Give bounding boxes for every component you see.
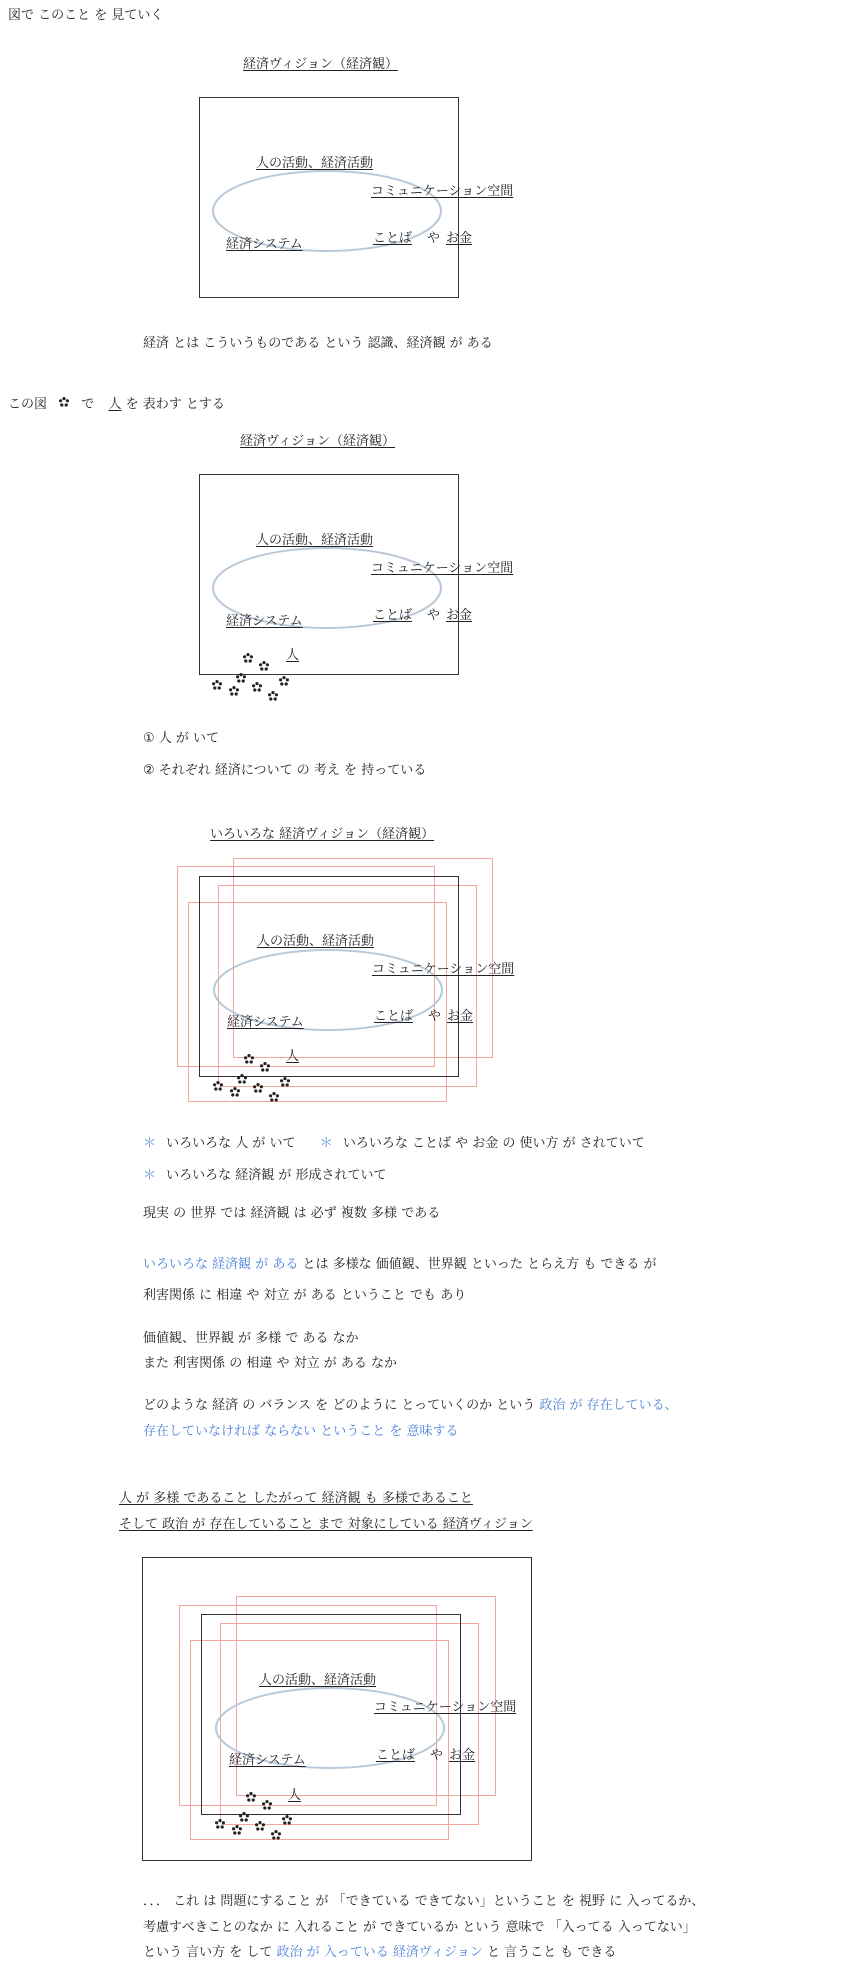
point-1: ① 人 が いて bbox=[143, 731, 220, 746]
label-words: ことば bbox=[373, 231, 413, 246]
paragraph-1-line-2: 利害関係 に 相違 や 対立 が ある ということ でも あり bbox=[143, 1288, 467, 1303]
bullet-various-words: いろいろな ことば や お金 の 使い方 が されていて bbox=[342, 1136, 645, 1151]
paragraph-3-line-2: 存在していなければ ならない ということ を 意味する bbox=[143, 1424, 459, 1439]
label-system: 経済システム bbox=[226, 614, 303, 629]
label-money: お金 bbox=[447, 1009, 474, 1024]
label-communication: コミュニケーション空間 bbox=[371, 561, 514, 576]
label-activity: 人の活動、経済活動 bbox=[256, 156, 374, 171]
paragraph-1-rest: とは 多様な 価値観、世界観 といった とらえ方 も できる が bbox=[298, 1257, 657, 1272]
label-person: 人 bbox=[288, 1788, 302, 1803]
highlight-politics-vision: 政治 が 入っている 経済ヴィジョン bbox=[276, 1945, 483, 1960]
paragraph-3-text: どのような 経済 の バランス を どのように とっていくのか という bbox=[143, 1398, 540, 1413]
label-person: 人 bbox=[286, 648, 300, 663]
label-ya: や bbox=[427, 231, 441, 246]
label-activity: 人の活動、経済活動 bbox=[257, 934, 375, 949]
footer-line-1: ．．． これ は 問題にすること が 「できている できてない」ということ を 視野 に 入ってるか、 bbox=[143, 1894, 705, 1909]
diagram-title-3: いろいろな 経済ヴィジョン（経済観） bbox=[210, 827, 435, 842]
person-icon bbox=[239, 1812, 249, 1822]
lead-this-figure: この図 bbox=[8, 397, 48, 412]
footer-line-3-end: と 言うこと も できる bbox=[482, 1945, 617, 1960]
caption-1: 経済 とは こういうものである という 認識、経済観 が ある bbox=[143, 336, 493, 351]
person-icon bbox=[255, 1821, 265, 1831]
label-ya: や bbox=[428, 1009, 442, 1024]
person-icon bbox=[271, 1830, 281, 1840]
footer-line-3 bbox=[143, 1945, 616, 1961]
label-money: お金 bbox=[446, 608, 473, 623]
label-ya: や bbox=[427, 608, 441, 623]
highlight-various-views: いろいろな 経済観 が ある bbox=[143, 1257, 299, 1272]
label-words: ことば bbox=[376, 1748, 416, 1763]
label-money: お金 bbox=[446, 231, 473, 246]
person-icon bbox=[232, 1825, 242, 1835]
point-2: ② それぞれ 経済について の 考え を 持っている bbox=[143, 763, 427, 778]
bullet-various-people: いろいろな 人 が いて bbox=[166, 1136, 296, 1151]
lead-de: で bbox=[81, 397, 95, 412]
label-words: ことば bbox=[374, 1009, 414, 1024]
label-ya: や bbox=[430, 1748, 444, 1763]
highlight-politics: 政治 が 存在している、 bbox=[539, 1398, 678, 1413]
paragraph-2-line-1: 価値観、世界観 が 多様 で ある なか bbox=[143, 1331, 359, 1346]
label-communication: コミュニケーション空間 bbox=[374, 1700, 517, 1715]
bullet-asterisk: ＊ bbox=[143, 1136, 157, 1151]
bullet-asterisk: ＊ bbox=[143, 1168, 157, 1183]
label-words: ことば bbox=[373, 608, 413, 623]
label-communication: コミュニケーション空間 bbox=[371, 184, 514, 199]
label-system: 経済システム bbox=[226, 237, 303, 252]
label-communication: コミュニケーション空間 bbox=[372, 962, 515, 977]
reality-text: 現実 の 世界 では 経済観 は 必ず 複数 多様 である bbox=[143, 1206, 441, 1221]
label-system: 経済システム bbox=[229, 1753, 306, 1768]
label-person: 人 bbox=[286, 1049, 300, 1064]
lead-person: 人 bbox=[108, 397, 122, 412]
diagram-title-2: 経済ヴィジョン（経済観） bbox=[240, 434, 395, 449]
intro-text: 図で このこと を 見ていく bbox=[8, 8, 164, 23]
footer-line-2: 考慮すべきことのなか に 入れること が できているか という 意味で 「入ってる 入ってない」 bbox=[143, 1920, 696, 1935]
person-icon bbox=[282, 1815, 292, 1825]
label-money: お金 bbox=[449, 1748, 476, 1763]
person-icon bbox=[262, 1800, 272, 1810]
person-icon bbox=[246, 1792, 256, 1802]
label-activity: 人の活動、経済活動 bbox=[259, 1673, 377, 1688]
heading-line-2: そして 政治 が 存在していること まで 対象にしている 経済ヴィジョン bbox=[119, 1517, 533, 1532]
label-system: 経済システム bbox=[227, 1015, 304, 1030]
bullet-various-views: いろいろな 経済観 が 形成されていて bbox=[166, 1168, 387, 1183]
diagram-title: 経済ヴィジョン（経済観） bbox=[243, 57, 398, 72]
footer-line-3-text: という 言い方 を して bbox=[143, 1945, 277, 1960]
heading-line-1: 人 が 多様 であること したがって 経済観 も 多様であること bbox=[119, 1491, 473, 1506]
paragraph-2-line-2: また 利害関係 の 相違 や 対立 が ある なか bbox=[143, 1356, 398, 1371]
bullet-asterisk: ＊ bbox=[319, 1136, 333, 1151]
lead-rest: を 表わす とする bbox=[125, 397, 225, 412]
label-activity: 人の活動、経済活動 bbox=[256, 533, 374, 548]
person-icon bbox=[215, 1819, 225, 1829]
